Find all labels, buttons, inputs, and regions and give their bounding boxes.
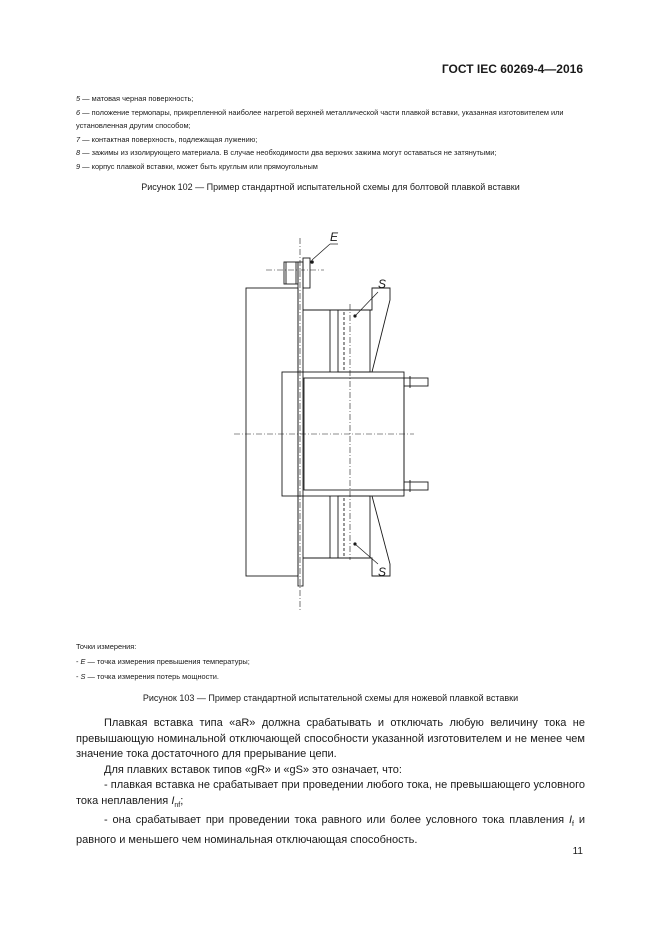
- legend-item: [76, 106, 586, 133]
- current-symbol: I: [568, 814, 573, 827]
- pin-bottom: [404, 482, 428, 490]
- point-e-marker: [310, 260, 314, 264]
- paragraph-3-end: ;: [180, 794, 184, 807]
- current-subscript: f: [572, 821, 574, 829]
- label-s-bottom: S: [378, 565, 387, 579]
- legend-text: — положение термопары, прикрепленной наиболее нагретой верхней металлической части плавкой вставки, указанная изготовителем или установленная другим способом;: [76, 107, 564, 130]
- legend-list: [76, 92, 586, 173]
- label-s-top: S: [378, 277, 387, 291]
- point-e-line: [76, 654, 250, 669]
- body-text: [76, 716, 585, 848]
- page-number: 11: [572, 846, 583, 857]
- measurement-points: [76, 639, 250, 684]
- left-wall: [246, 288, 298, 576]
- label-e: E: [330, 230, 339, 244]
- fuse-test-drawing: [200, 222, 460, 622]
- bullet: -: [76, 657, 81, 666]
- figure-102-caption: Рисунок 102 — Пример стандартной испытательной схемы для болтовой плавкой вставки: [141, 182, 520, 192]
- bullet: -: [76, 672, 81, 681]
- point-s-top-marker: [353, 314, 356, 317]
- pin-top: [404, 378, 428, 386]
- current-symbol: I: [171, 794, 175, 807]
- legend-number: 9: [76, 161, 81, 171]
- legend-item: [76, 146, 586, 160]
- paragraph-2: Для плавких вставок типов «gR» и «gS» это означает, что:: [104, 763, 402, 776]
- point-e-letter: E: [80, 657, 86, 666]
- figure-103-caption: Рисунок 103 — Пример стандартной испытательной схемы для ножевой плавкой вставки: [142, 693, 519, 703]
- current-subscript: nf: [174, 801, 181, 809]
- legend-item: [76, 160, 586, 174]
- point-s-bottom-marker: [353, 542, 356, 545]
- legend-number: 6: [76, 107, 81, 117]
- point-e-text: — точка измерения превышения температуры;: [85, 657, 250, 666]
- points-title: Точки измерения:: [76, 642, 137, 651]
- paragraph-4-end: и равного и меньшего чем номинальная отключающая способность.: [76, 814, 586, 846]
- upper-sensor-strip: [338, 310, 370, 372]
- point-s-letter: S: [80, 672, 86, 681]
- legend-number: 5: [76, 94, 81, 103]
- paragraph-4-text: - она срабатывает при проведении тока равного или более условного тока плавления: [104, 814, 569, 827]
- standard-header: ГОСТ IEC 60269-4—2016: [441, 62, 583, 76]
- point-s-text: — точка измерения потерь мощности.: [85, 672, 219, 681]
- legend-item: [76, 92, 586, 106]
- lower-contact: [303, 496, 390, 576]
- paragraph-3-text: - плавкая вставка не срабатывает при проведении любого тока, не превышающего условного тока неплавления: [76, 779, 585, 807]
- paragraph-3: [76, 778, 585, 813]
- legend-number: 8: [76, 148, 81, 157]
- legend-item: [76, 133, 586, 147]
- point-s-line: [76, 669, 250, 684]
- lower-sensor-strip: [338, 496, 370, 558]
- legend-number: 7: [76, 134, 81, 144]
- legend-text: — зажимы из изолирующего материала. В случае необходимости два верхних зажима могут оставаться не затянутыми;: [80, 148, 497, 157]
- legend-text: — контактная поверхность, подлежащая лужению;: [80, 134, 258, 144]
- legend-text: — корпус плавкой вставки, может быть круглым или прямоугольным: [80, 161, 318, 171]
- paragraph-4: [76, 813, 585, 848]
- legend-text: — матовая черная поверхность;: [80, 94, 194, 103]
- paragraph-1: Плавкая вставка типа «aR» должна срабатывать и отключать любую величину тока не превышающую номинальной отключающей способности указанной изготовителем и не менее чем значение тока достаточного для прерывание цепи.: [76, 717, 585, 760]
- bolt-washer: [303, 258, 310, 288]
- vertical-busbar: [298, 262, 303, 586]
- upper-contact: [303, 288, 390, 372]
